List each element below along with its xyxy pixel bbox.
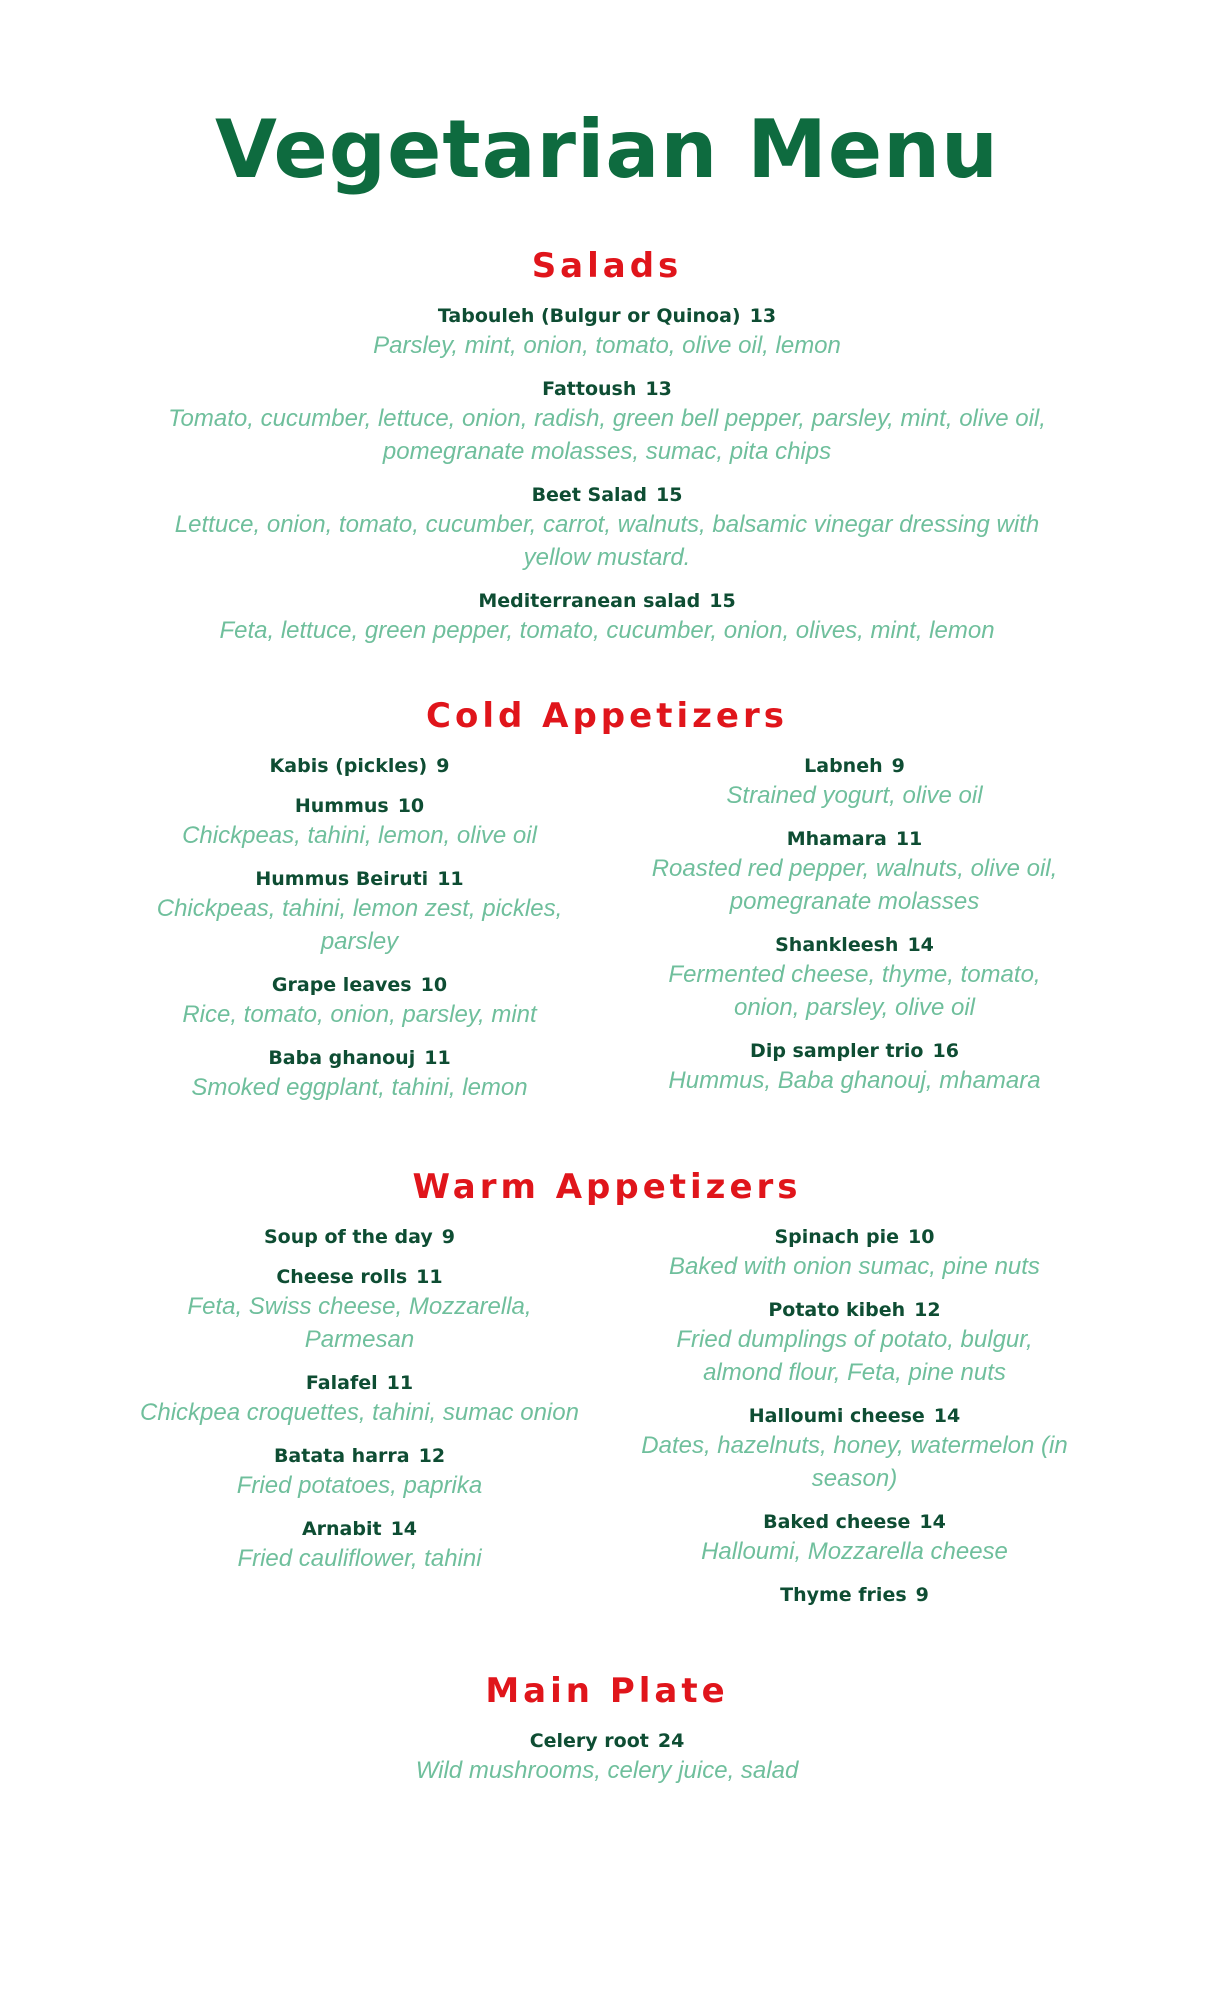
item-description: Chickpeas, tahini, lemon, olive oil [182,822,537,849]
item-name: Thyme fries [780,1584,907,1606]
menu-item [157,376,1057,468]
item-description: Dates, hazelnuts, honey, watermelon (in season) [641,1432,1068,1492]
cold-left-column [140,753,580,1118]
menu-item [140,1264,580,1356]
item-price: 15 [709,590,736,612]
item-price: 11 [386,1372,414,1394]
item-price: 14 [907,934,934,956]
menu-item [140,1224,580,1250]
menu-item [157,1728,1057,1787]
item-price: 10 [908,1226,935,1248]
item-description: Fried potatoes, paprika [236,1472,483,1499]
item-name: Mediterranean salad [478,590,701,612]
warm-left-column [140,1224,580,1622]
item-name: Shankleesh [775,934,899,956]
item-name: Cheese rolls [276,1266,408,1288]
item-name: Potato kibeh [768,1299,906,1321]
menu-title: Vegetarian Menu [215,103,999,196]
item-price: 9 [891,755,905,777]
item-description: Feta, lettuce, green pepper, tomato, cucumber, onion, olives, mint, lemon [219,617,995,644]
section-main-plate [0,1668,1214,1787]
item-price: 12 [418,1445,446,1467]
item-description: Hummus, Baba ghanouj, mhamara [668,1067,1041,1094]
menu-item [635,1582,1075,1608]
item-name: Hummus Beiruti [255,868,429,890]
item-price: 10 [397,795,425,817]
item-price: 11 [424,1047,451,1069]
section-salads [0,243,1214,647]
section-title-main-plate: Main Plate [485,1671,729,1711]
item-price: 9 [441,1226,455,1248]
item-name: Beet Salad [531,484,647,506]
item-name: Tabouleh (Bulgur or Quinoa) [437,305,741,327]
menu-item [140,972,580,1031]
menu-item [140,1370,580,1429]
item-price: 13 [645,378,672,400]
item-name: Celery root [529,1730,649,1752]
menu-item [140,1443,580,1502]
menu-item [635,1038,1075,1097]
item-description: Wild mushrooms, celery juice, salad [415,1757,799,1784]
item-description: Feta, Swiss cheese, Mozzarella, Parmesan [187,1293,532,1353]
item-name: Grape leaves [271,974,412,996]
item-price: 11 [437,868,464,890]
item-name: Arnabit [301,1518,382,1540]
item-description: Halloumi, Mozzarella cheese [701,1538,1008,1565]
item-price: 9 [436,755,450,777]
section-title-salads: Salads [531,246,683,286]
item-description: Baked with onion sumac, pine nuts [669,1253,1040,1280]
item-name: Labneh [804,755,883,777]
item-price: 13 [749,305,777,327]
item-description: Fried dumplings of potato, bulgur, almond flour, Feta, pine nuts [676,1326,1033,1386]
item-description: Lettuce, onion, tomato, cucumber, carrot, walnuts, balsamic vinegar dressing with yellow mustard. [174,511,1040,571]
item-name: Dip sampler trio [750,1040,924,1062]
item-name: Spinach pie [774,1226,900,1248]
item-name: Falafel [305,1372,378,1394]
cold-right-column [635,753,1075,1118]
menu-item [140,1516,580,1575]
section-title-warm-appetizers: Warm Appetizers [412,1167,802,1207]
item-price: 12 [914,1299,941,1321]
menu-item [635,753,1075,812]
item-name: Baked cheese [763,1511,911,1533]
item-name: Baba ghanouj [268,1047,416,1069]
section-cold-appetizers [0,693,1214,1118]
item-description: Chickpea croquettes, tahini, sumac onion [140,1399,579,1426]
item-price: 14 [933,1405,961,1427]
menu-item [140,866,580,958]
item-name: Hummus [294,795,389,817]
item-price: 16 [932,1040,959,1062]
item-name: Kabis (pickles) [269,755,428,777]
menu-item [635,1297,1075,1389]
item-description: Tomato, cucumber, lettuce, onion, radish, green bell pepper, parsley, mint, olive oil, pomegranate molasses, sumac, pita chips [168,405,1046,465]
menu-item [157,303,1057,362]
item-price: 9 [915,1584,929,1606]
item-description: Roasted red pepper, walnuts, olive oil, pomegranate molasses [651,855,1058,915]
section-title-cold-appetizers: Cold Appetizers [426,696,788,736]
menu-item [157,588,1057,647]
item-price: 10 [420,974,448,996]
menu-item [635,932,1075,1024]
menu-item [157,482,1057,574]
menu-item [635,826,1075,918]
item-price: 11 [416,1266,443,1288]
item-price: 15 [655,484,683,506]
item-name: Batata harra [273,1445,410,1467]
item-name: Halloumi cheese [748,1405,925,1427]
item-description: Parsley, mint, onion, tomato, olive oil, lemon [373,332,841,359]
warm-right-column [635,1224,1075,1622]
menu-item [635,1509,1075,1568]
item-description: Rice, tomato, onion, parsley, mint [182,1001,537,1028]
item-description: Strained yogurt, olive oil [726,782,983,809]
item-description: Fermented cheese, thyme, tomato, onion, parsley, olive oil [668,961,1041,1021]
menu-item [140,753,580,779]
item-price: 14 [919,1511,946,1533]
menu-item [635,1403,1075,1495]
item-name: Soup of the day [264,1226,433,1248]
item-description: Chickpeas, tahini, lemon zest, pickles, parsley [156,895,563,955]
item-description: Fried cauliflower, tahini [237,1545,482,1572]
menu-item [140,1045,580,1104]
menu-item [635,1224,1075,1283]
item-name: Mhamara [786,828,887,850]
menu-item [140,793,580,852]
item-name: Fattoush [542,378,637,400]
item-price: 14 [390,1518,418,1540]
item-price: 24 [657,1730,685,1752]
item-price: 11 [895,828,923,850]
section-warm-appetizers [0,1164,1214,1622]
item-description: Smoked eggplant, tahini, lemon [191,1074,528,1101]
